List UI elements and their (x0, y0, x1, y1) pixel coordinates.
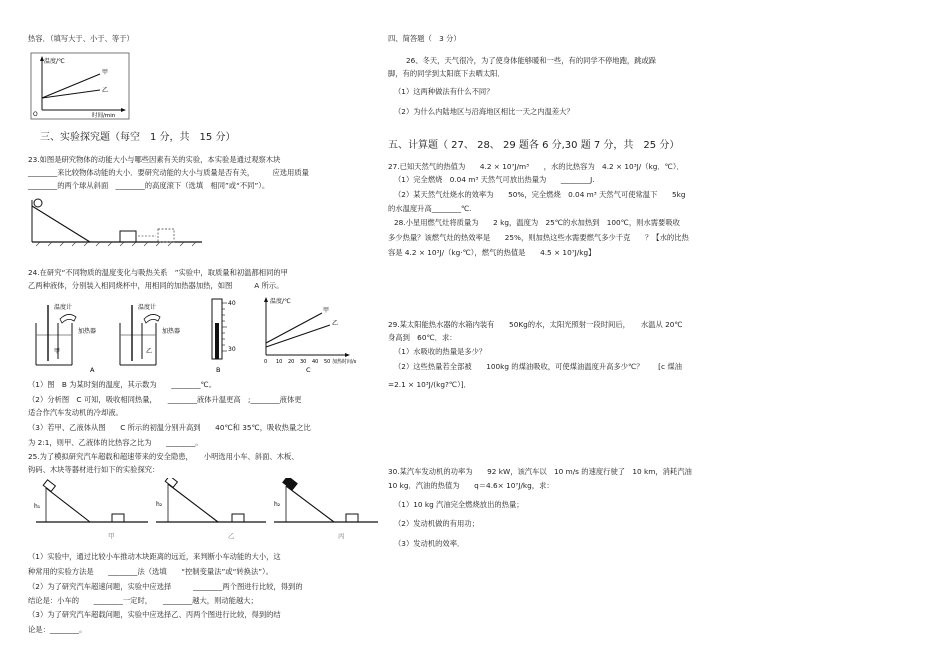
incline-ball-figure (30, 196, 205, 254)
graph-c-xlabel: 加热时间/s (332, 359, 357, 365)
q24-line: （3）若甲、乙液体从图 C 所示的初温分别升高到 40℃和 35℃，吸收热量之比 (28, 423, 311, 432)
q23-line: ________来比较物体动能的大小．要研究动能的大小与质量是否有关， 应选用质量 (28, 168, 309, 177)
cart-ramp-figure (28, 478, 380, 542)
q23-line: ________的两个球从斜面 ________的高度滚下（选填 相同”或“不同”）。 (28, 181, 270, 190)
text-line: 热容．（填写大于、小于、等于） (28, 34, 134, 43)
section-3-heading: 三、实验探究题（每空 1 分，共 15 分） (40, 132, 236, 143)
graph-c-xtick: 0 (264, 359, 268, 365)
q24-line: 适合作汽车发动机的冷却液。 (28, 408, 123, 417)
q30-line: （2）发动机做的有用功； (394, 519, 479, 528)
heating-experiment-figure (28, 293, 363, 373)
figure-caption-c: C (306, 366, 311, 373)
q25-line: 论是：________。 (28, 625, 87, 634)
figure-caption-bing: 丙 (338, 532, 345, 540)
q25-line: 结论是：小车的 ________一定时， ________越大，则动能越大； (28, 596, 258, 605)
figure-caption-jia: 甲 (108, 532, 115, 540)
q28-line: 28.小星用燃气灶将质量为 2 kg，温度为 25℃的水加热到 100℃，则水需要吸收 (394, 218, 680, 227)
graph-c-series-a: 甲 (323, 307, 330, 314)
graph-c-xtick: 50 (324, 359, 331, 365)
q28-line: 多少热量？该燃气灶的热效率是 25%，则加热这些水需要燃气多少千克 ？【水的比热 (388, 233, 689, 242)
graph-c-xtick: 10 (276, 359, 283, 365)
q26-line: 脚，有的同学到太阳底下去晒太阳． (388, 69, 505, 78)
liquid-a-label: 甲 (54, 348, 61, 355)
q29-line: （1）水吸收的热量是多少？ (394, 347, 487, 356)
q24-line: 24.在研究“不同物质的温度变化与吸热关系 ”实验中，取质量和初温都相同的甲 (28, 268, 288, 277)
q26-line: （1）这两种做法有什么不同？ (394, 87, 494, 96)
figure-caption-yi: 乙 (228, 532, 235, 540)
graph-c-series-b: 乙 (332, 320, 339, 327)
q24-line: （2）分析图 C 可知，吸收相同热量， ________液体升温更高 ;________液体更 (28, 395, 302, 404)
figure-caption-a: A (90, 366, 95, 373)
q30-line: （3）发动机的效率． (394, 539, 465, 548)
thermometer-tick-40: 40 (228, 300, 236, 307)
graph-origin-label: O (33, 111, 38, 118)
thermometer-label: 温度计 (138, 304, 157, 311)
q30-line: 30.某汽车发动机的功率为 92 kW，该汽车以 10 m/s 的速度行驶了 10 km，消耗汽油 (388, 467, 692, 476)
section-5-heading: 五、计算题（ 27、 28、 29 题各 6 分,30 题 7 分，共 25 分） (388, 140, 680, 151)
q24-line: 为 2:1，则甲、乙液体的比热容之比为 ________。 (28, 438, 203, 447)
graph-series-a-label: 甲 (102, 69, 109, 76)
q27-line: 27.已知天然气的热值为 4.2 × 10⁷J/m³ ，水的比热容为 4.2 × 10³J/（kg．℃）． (388, 162, 684, 171)
q27-line: 的水温度升高________℃. (388, 204, 472, 213)
graph-c-ylabel: 温度/℃ (270, 298, 291, 305)
q29-line: 29.某太阳能热水器的水箱内装有 50Kg的水，太阳光照射一段时间后， 水温从 20℃ (388, 320, 683, 329)
q24-line: （1）图 B 为某时刻的温度，其示数为 ________℃。 (28, 380, 216, 389)
q25-line: 种常用的实验方法是 ________法（选填 “控制变量法”或“转换法”）。 (28, 567, 273, 576)
height-label-h2: h₂ (156, 501, 163, 508)
heater-label: 加热器 (78, 328, 97, 335)
q25-line: （1）实验中，通过比较小车推动木块距离的远近，来判断小车动能的大小，这 (28, 552, 281, 561)
q27-line: （2）某天然气灶烧水的效率为 50%，完全燃烧 0.04 m³ 天然气可使常温下 5kg (394, 190, 686, 199)
graph-c-xtick: 30 (300, 359, 307, 365)
thermometer-tick-30: 30 (228, 346, 236, 353)
q29-line: （2）这些热量若全部被 100kg 的煤油吸收，可使煤油温度升高多少℃？ [c 煤油 (394, 362, 682, 371)
q24-line: 乙两种液体，分别装入相同烧杯中，用相同的加热器加热，如图 A 所示。 (28, 281, 284, 290)
q30-line: （1）10 kg 汽油完全燃烧放出的热量； (394, 500, 524, 509)
q30-line: 10 kg．汽油的热值为 q＝4.6× 10⁷J/kg，求： (388, 481, 554, 490)
heater-label: 加热器 (162, 328, 181, 335)
q25-line: 25.为了模拟研究汽车超载和超速带来的安全隐患， 小明选用小车、斜面、木板、 (28, 452, 299, 461)
q25-line: 钩码、木块等器材进行如下的实验探究： (28, 465, 160, 474)
q29-line: =2.1 × 10³J/(kg?℃）]． (388, 380, 471, 389)
figure-caption-b: B (216, 366, 221, 373)
thermometer-label: 温度计 (54, 304, 73, 311)
graph-xlabel: 时间/min (92, 113, 116, 119)
temperature-time-graph (30, 52, 130, 120)
q26-line: （2）为什么内陆地区与沿海地区相比一天之内温差大？ (394, 107, 574, 116)
height-label-h1: h₁ (34, 503, 41, 510)
q25-line: （3）为了研究汽车超载问题，实验中应选择乙、丙两个图进行比较，得到的结 (28, 610, 281, 619)
graph-ylabel: 温度/℃ (44, 58, 65, 65)
q28-line: 容是 4.2 × 10³J/（kg·℃），燃气的热值是 4.5 × 10⁷J/kg】 (388, 248, 596, 257)
section-4-heading: 四、简答题（ 3 分） (388, 34, 461, 43)
q26-line: 26、冬天，天气很冷，为了使身体能够暖和一些，有的同学不停地跑，跳或跺 (406, 56, 657, 65)
graph-series-b-label: 乙 (102, 87, 109, 94)
q23-line: 23.如图是研究物体的动能大小与哪些因素有关的实验，本实验是通过观察木块 (28, 155, 281, 164)
q25-line: （2）为了研究汽车超速问题，实验中应选择 ________两个图进行比较，得到的 (28, 582, 303, 591)
q29-line: 身高到 60℃．求： (388, 333, 457, 342)
graph-c-xtick: 20 (288, 359, 295, 365)
q27-line: （1）完全燃烧 0.04 m³ 天然气可放出热量为 ________J. (394, 175, 595, 184)
liquid-b-label: 乙 (146, 348, 153, 355)
height-label-h2: h₂ (274, 501, 281, 508)
graph-c-xtick: 40 (312, 359, 319, 365)
